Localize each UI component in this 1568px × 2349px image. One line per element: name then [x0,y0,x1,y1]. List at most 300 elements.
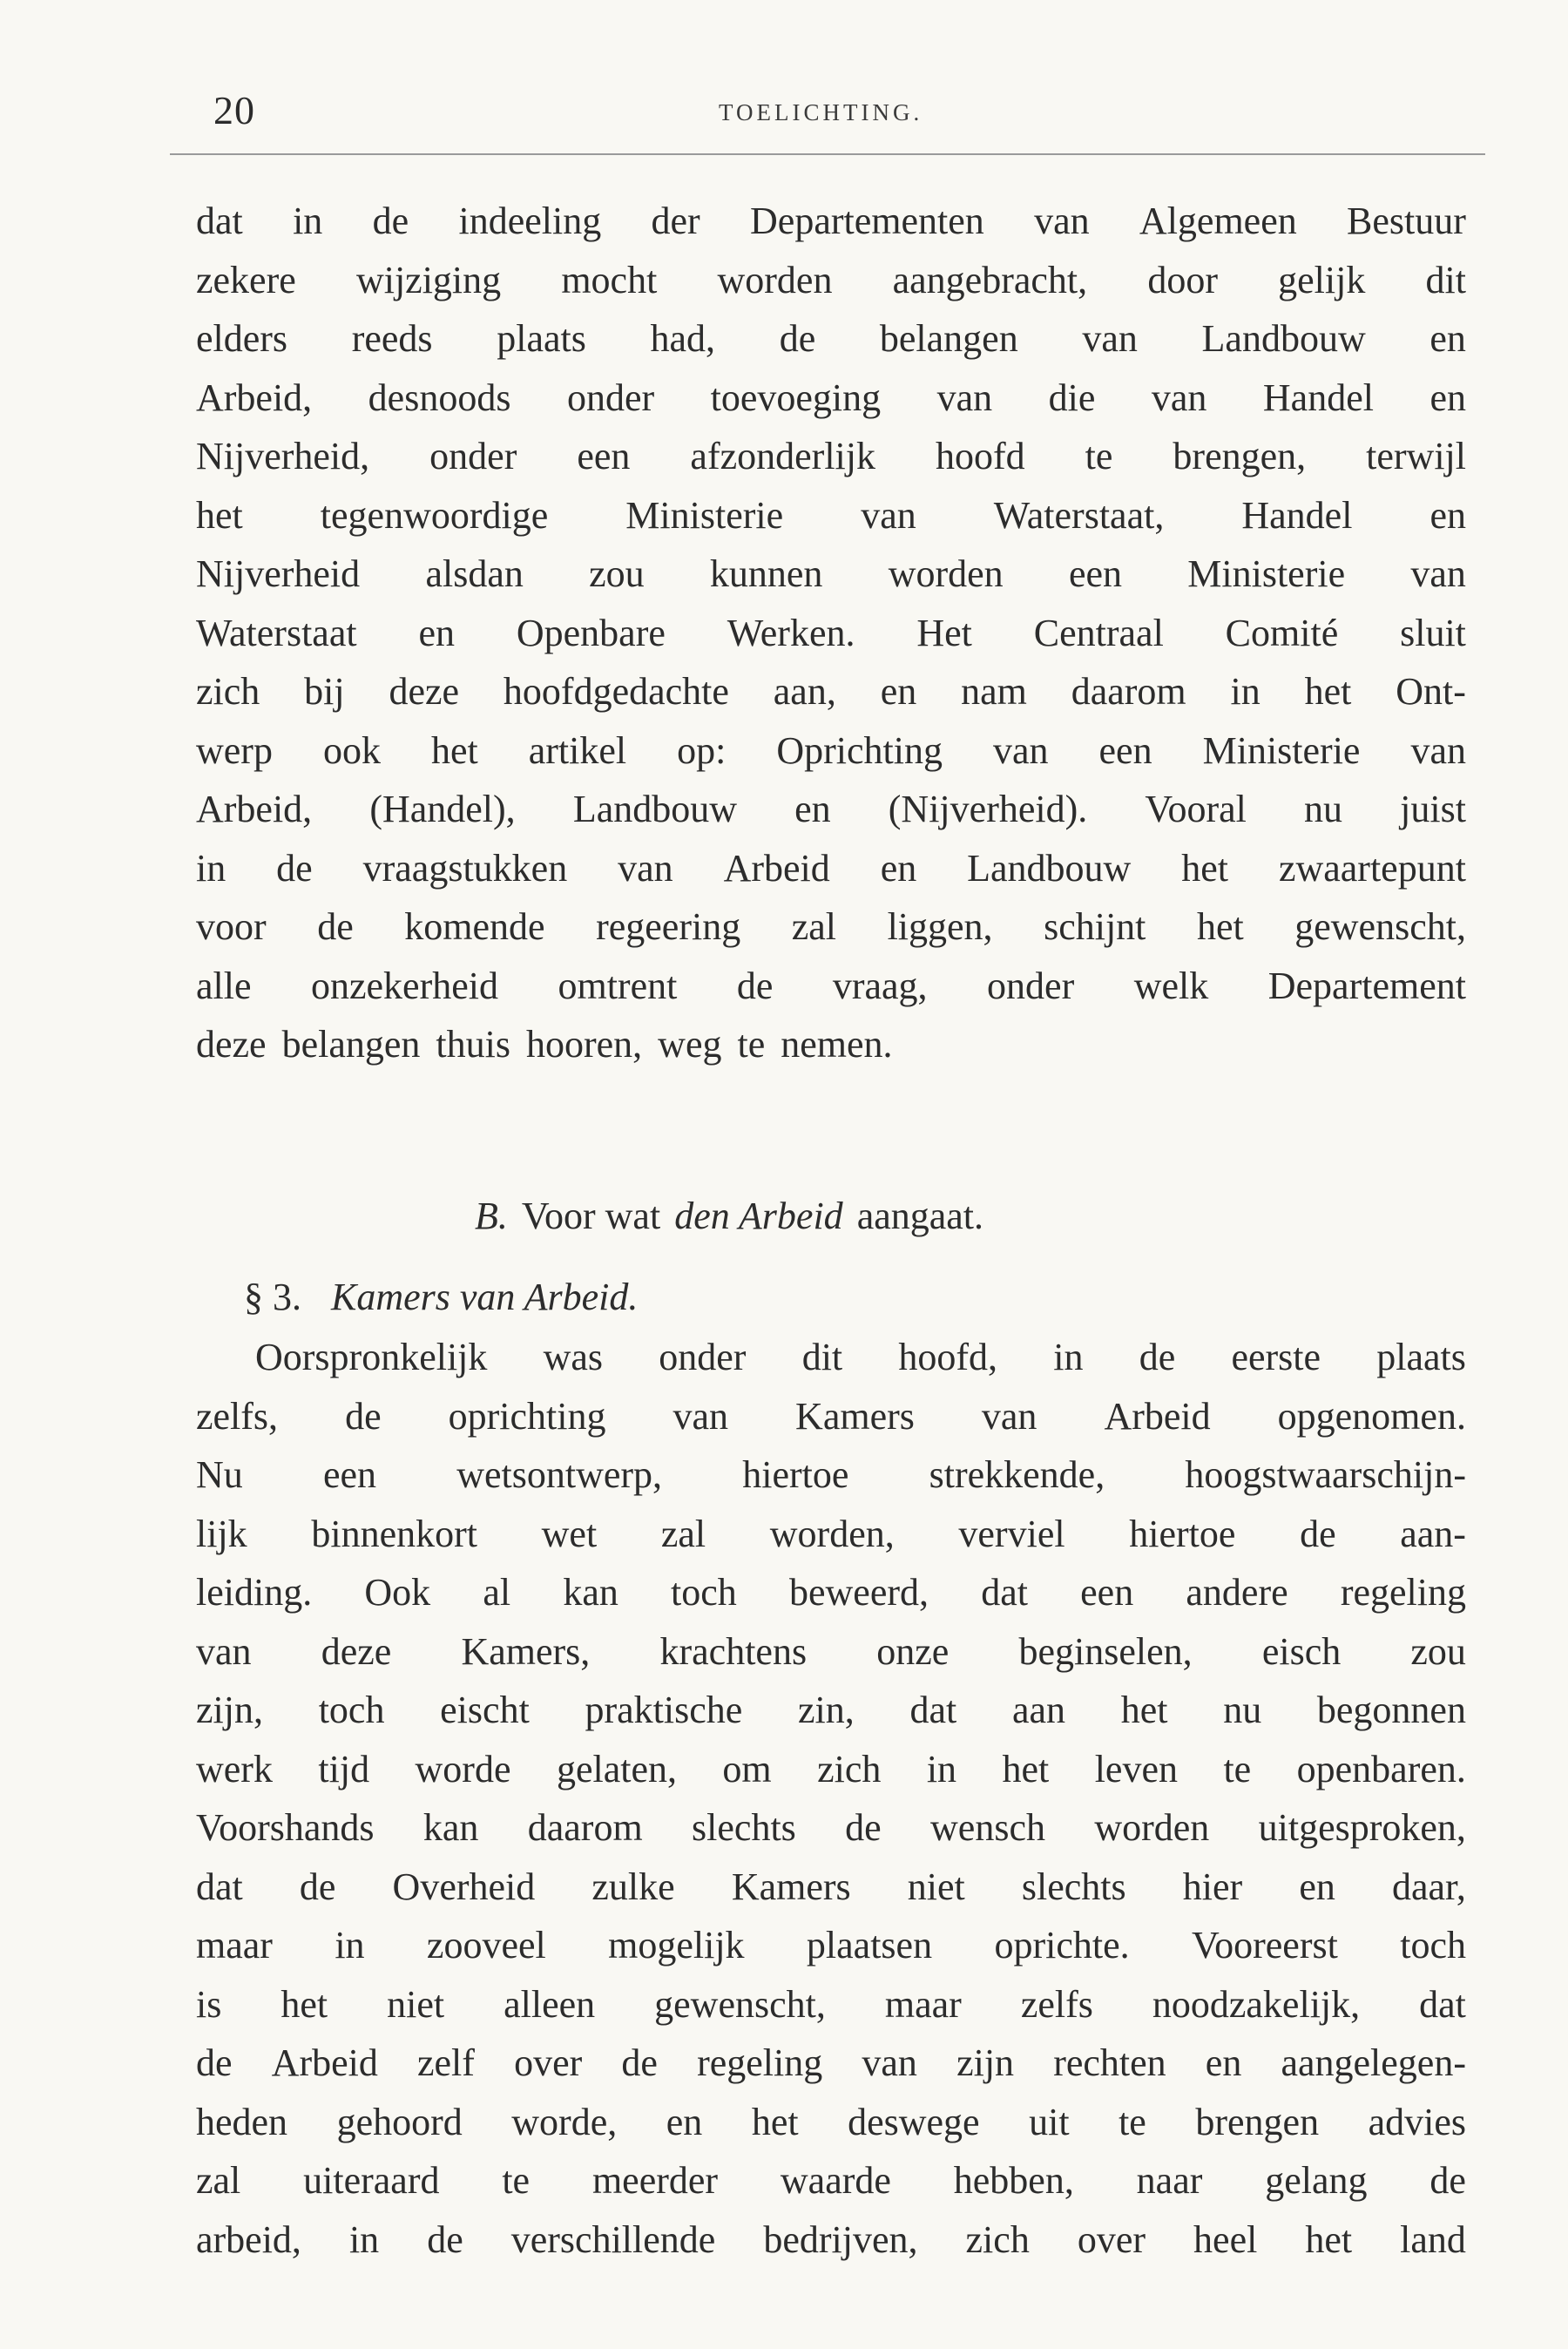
word: van [1410,552,1466,595]
paragraph1-line [196,721,1466,781]
word: de [1300,1512,1336,1555]
word: heden [196,2100,288,2143]
word: de [427,2217,463,2261]
word: oprichte. [994,1924,1130,1967]
word: een [1068,552,1122,595]
word: en [794,788,831,830]
word: Algemeen [1139,200,1297,242]
word: zal [660,1512,706,1555]
word: lijk [196,1512,247,1555]
word: onze [876,1629,950,1673]
word: een [1080,1571,1134,1614]
word: elders [196,317,288,360]
word: leven [1094,1747,1178,1791]
word: nemen. [781,1023,893,1066]
word: gelijk [1278,258,1366,301]
word: en [1429,493,1466,537]
word: maar [884,1982,962,2026]
word: worde, [511,2100,618,2143]
paragraph2-line [196,2093,1466,2152]
word: verviel [958,1512,1065,1555]
running-head: TOELICHTING. [719,99,923,125]
paragraph1-line [196,839,1466,898]
word: de [196,2041,233,2084]
word: tijd [318,1747,370,1791]
word: binnenkort [311,1512,477,1555]
word: hiertoe [1129,1512,1236,1555]
word: dat [1419,1982,1466,2026]
word: Nijverheid [196,552,361,595]
word: uit [1029,2100,1070,2143]
word: slechts [692,1806,796,1849]
word: Werken. [727,611,855,654]
word: te [737,1023,766,1066]
word: gehoord [336,2100,463,2143]
word: eisch [1261,1629,1342,1673]
word: Overheid [392,1865,536,1908]
word: het [751,2100,799,2143]
word: daar, [1391,1865,1466,1908]
word: het [1305,2217,1353,2261]
word: Voorshands [196,1806,375,1849]
word: uitgesproken, [1258,1806,1466,1849]
word: vraag, [832,964,928,1007]
word: bedrijven, [763,2217,918,2261]
word: van [672,1394,729,1438]
word: toch [671,1571,737,1614]
word: ook [322,728,381,772]
word: Waterstaat [196,611,357,654]
word: van [1410,728,1466,772]
word: het [430,728,478,772]
word: onzekerheid [311,964,498,1007]
word: belangen [879,317,1018,360]
word: gewenscht, [1294,905,1466,948]
word: plaats [497,317,586,360]
paragraph2-line [196,1740,1466,1799]
word: de [345,1394,382,1438]
paragraph1-line [196,251,1466,310]
word: en [1299,1865,1335,1908]
word: de [372,200,409,242]
word: eerste [1231,1336,1321,1378]
paragraph1-line [196,662,1466,721]
word: zal [791,905,837,948]
word: op: [677,728,727,772]
word: had, [650,317,716,360]
word: plaatsen [806,1924,933,1967]
paragraph1-line [196,957,1466,1016]
word: de [299,1865,336,1908]
word: bij [304,670,345,713]
word: is [196,1982,222,2026]
paragraph1-line [196,545,1466,604]
word: dit [1425,258,1466,301]
word: in [1230,670,1260,713]
word: Het [916,611,972,654]
word: dat [196,200,243,242]
word: wensch [930,1806,1045,1849]
word: zekere [196,258,296,301]
word: hooren, [525,1023,643,1066]
paragraph2-line [196,1916,1466,1975]
word: van [1034,200,1090,242]
word: hoofd [936,435,1025,477]
word: te [1085,435,1113,477]
word: praktische [585,1689,743,1731]
word: van [993,728,1049,772]
word: zal [196,2159,241,2202]
word: Landbouw [1201,317,1366,360]
word: regeering [596,905,741,948]
paragraph1-line [196,1015,1466,1074]
word: zich [196,670,260,713]
word: zich [817,1747,882,1791]
word: toevoeging [710,376,882,419]
word: worden, [769,1512,895,1555]
word: Arbeid [723,846,830,890]
word: hoogstwaarschijn- [1185,1453,1466,1496]
word: schijnt [1044,905,1146,948]
paragraph1-line [196,897,1466,957]
word: deze [196,1023,267,1066]
word: Nu [196,1453,243,1496]
section-heading-italic: den Arbeid [674,1195,843,1237]
word: afzonderlijk [690,435,875,477]
word: nam [961,670,1027,713]
word: te [1119,2100,1146,2143]
word: eischt [440,1689,530,1731]
word: aan [1011,1689,1066,1731]
word: een [577,435,631,477]
word: zijn [956,2041,1015,2084]
word: welk [1133,964,1209,1007]
word: worden [717,258,833,301]
word: omtrent [558,964,678,1007]
word: oprichting [448,1394,606,1438]
word: andere [1186,1571,1288,1614]
word: en [880,670,917,713]
word: rechten [1053,2041,1166,2084]
word: was [543,1336,604,1378]
word: der [651,200,700,242]
word: Openbare [516,611,666,654]
word: toch [318,1689,385,1731]
word: krachtens [659,1629,808,1673]
word: zou [589,552,645,595]
paragraph2-line [196,1622,1466,1682]
word: hebben, [953,2159,1074,2202]
word: een [1098,728,1152,772]
word: kan [563,1571,618,1614]
word: zulke [591,1865,675,1908]
word: worden [888,552,1004,595]
word: en [666,2100,703,2143]
word: niet [387,1982,445,2026]
word: gelang [1265,2159,1368,2202]
paragraph2-line [196,1505,1466,1564]
word: onder [566,376,655,419]
word: dit [801,1336,843,1378]
word: het [1196,905,1244,948]
word: Ministerie [1202,728,1361,772]
word: sluit [1400,611,1466,654]
word: van [1151,376,1207,419]
word: zelfs [1020,1982,1093,2026]
word: belangen [281,1023,421,1066]
word: Departement [1267,964,1466,1007]
word: de [1139,1336,1176,1378]
word: noodzakelijk, [1152,1982,1361,2026]
word: Ministerie [1187,552,1346,595]
word: dat [981,1571,1028,1614]
word: om [722,1747,772,1791]
word: kan [422,1806,479,1849]
word: alleen [504,1982,596,2026]
word: voor [196,905,267,948]
word: slechts [1021,1865,1126,1908]
paragraph-2 [196,1328,1466,2269]
word: beweerd, [788,1571,929,1614]
paragraph1-line [196,780,1466,839]
word: nu [1304,788,1343,830]
word: Kamers, [461,1629,591,1673]
word: tegenwoordige [320,493,549,537]
word: en [1205,2041,1242,2084]
word: maar [196,1924,273,1967]
paragraph2-line [196,2151,1466,2210]
word: onder [429,435,517,477]
word: het [1304,670,1352,713]
section-heading-pre: Voor wat [521,1195,661,1237]
word: Arbeid [1104,1394,1211,1438]
word: Bestuur [1347,200,1466,242]
word: al [483,1571,511,1614]
word: de [1429,2159,1466,2202]
paragraph2-line [196,2210,1466,2270]
section-heading-post: aangaat. [856,1195,984,1237]
word: thuis [436,1023,510,1066]
paragraph-1 [196,192,1466,1074]
word: naar [1136,2159,1203,2202]
word: over [1077,2217,1146,2261]
subsection-heading-block [196,1268,1466,1327]
word: Nijverheid, [196,435,370,477]
word: openbaren. [1296,1747,1466,1791]
word: Arbeid [271,2041,378,2084]
word: aan- [1400,1512,1466,1555]
word: een [322,1453,377,1496]
word: hoofd, [898,1336,998,1378]
word: leiding. [196,1571,313,1614]
word: artikel [528,728,627,772]
word: werp [196,728,273,772]
word: van [936,376,993,419]
word: de [779,317,816,360]
word: Comité [1225,611,1339,654]
word: gelaten, [556,1747,677,1791]
word: daarom [527,1806,643,1849]
word: van [618,846,673,890]
word: alsdan [425,552,524,595]
word: begonnen [1316,1689,1466,1731]
word: in [1053,1336,1084,1378]
word: zin, [798,1689,855,1731]
word: Ministerie [625,493,784,537]
word: arbeid, [196,2217,301,2261]
word: daarom [1071,670,1186,713]
paragraph1-line [196,309,1466,369]
word: Departementen [750,200,984,242]
word: zijn, [196,1689,263,1731]
word: Arbeid, [196,376,313,419]
word: en [418,611,455,654]
word: Handel [1241,493,1353,537]
word: wet [541,1512,598,1555]
word: van [981,1394,1037,1438]
word: te [1223,1747,1252,1791]
word: wetsontwerp, [456,1453,663,1496]
word: opgenomen. [1277,1394,1466,1438]
word: hiertoe [742,1453,849,1496]
word: land [1400,2217,1466,2261]
word: in [196,846,226,890]
word: mogelijk [608,1924,745,1967]
paragraph2-line [196,1681,1466,1740]
word: (Nijverheid). [888,788,1088,830]
word: vraagstukken [362,846,568,890]
word: dat [196,1865,243,1908]
word: reeds [351,317,433,360]
word: te [502,2159,531,2202]
word: het [280,1982,328,2026]
word: nu [1223,1689,1262,1731]
word: gewenscht, [654,1982,826,2026]
word: Ont- [1396,670,1466,713]
paragraph1-line [196,604,1466,663]
word: Kamers [731,1865,851,1908]
word: aan, [773,670,836,713]
word: Kamers [795,1394,915,1438]
word: alle [196,964,252,1007]
paragraph2-line [196,1563,1466,1622]
word: onder [987,964,1075,1007]
page-header [161,87,1485,157]
section-heading [475,1194,997,1238]
word: de [276,846,313,890]
word: de [845,1806,882,1849]
word: Waterstaat, [993,493,1165,537]
word: aangebracht, [892,258,1088,301]
word: meerder [591,2159,719,2202]
subsection-heading [196,1268,1466,1327]
word: liggen, [887,905,993,948]
word: Centraal [1033,611,1164,654]
word: en [1429,317,1466,360]
word: deze [321,1629,392,1673]
word: door [1147,258,1218,301]
word: kunnen [709,552,823,595]
word: het [1181,846,1229,890]
paragraph1-line [196,427,1466,486]
word: wijziging [355,258,502,301]
word: en [1429,376,1466,419]
paragraph2-line [196,1445,1466,1505]
word: Landbouw [572,788,737,830]
word: worden [1094,1806,1210,1849]
word: Ook [364,1571,431,1614]
word: over [514,2041,583,2084]
header-rule [170,153,1485,155]
word: plaats [1376,1336,1466,1378]
word: Vooreerst [1192,1924,1338,1967]
paragraph2-line [196,2034,1466,2093]
word: die [1048,376,1096,419]
word: van [861,493,916,537]
word: weg [658,1023,722,1066]
word: heel [1193,2217,1258,2261]
word: de [317,905,354,948]
word: worde [415,1747,511,1791]
word: werk [196,1747,273,1791]
word: Landbouw [967,846,1132,890]
word: brengen, [1173,435,1307,477]
word: hier [1182,1865,1243,1908]
word: de [736,964,774,1007]
word: zou [1410,1629,1466,1673]
word: zooveel [426,1924,546,1967]
word: advies [1368,2100,1466,2143]
word: indeeling [458,200,602,242]
word: aangelegen- [1281,2041,1466,2084]
word: de [621,2041,658,2084]
paragraph1-line [196,369,1466,428]
word: beginselen, [1018,1629,1193,1673]
paragraph2-line [196,1328,1466,1387]
subsection-number: § 3. [244,1276,301,1318]
paragraph1-line [196,192,1466,251]
word: het [1120,1689,1168,1731]
word: juist [1400,788,1466,830]
word: en [880,846,917,890]
paragraph2-line [196,1798,1466,1858]
word: het [1002,1747,1050,1791]
word: komende [404,905,545,948]
paragraph2-line [196,1975,1466,2034]
word: Oprichting [776,728,943,772]
word: Vooral [1145,788,1247,830]
word: in [926,1747,957,1791]
subsection-title: Kamers van Arbeid. [331,1276,639,1318]
word: zelf [417,2041,475,2084]
word: deswege [848,2100,980,2143]
word: toch [1400,1924,1466,1967]
word: Arbeid, [196,788,313,830]
word: Oorspronkelijk [255,1336,488,1378]
section-letter: B. [475,1195,508,1237]
word: van [196,1629,252,1673]
word: in [348,2217,380,2261]
paragraph2-line [196,1858,1466,1917]
word: zich [965,2217,1030,2261]
word: van [862,2041,917,2084]
word: brengen [1195,2100,1320,2143]
word: terwijl [1366,435,1466,477]
word: in [293,200,323,242]
word: dat [909,1689,957,1731]
word: regeling [1340,1571,1466,1614]
word: desnoods [368,376,511,419]
